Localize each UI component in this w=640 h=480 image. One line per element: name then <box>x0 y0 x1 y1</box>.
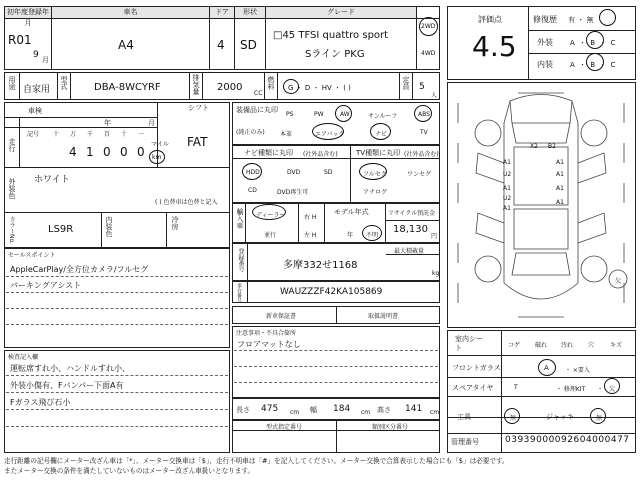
exterior-label: 外装 <box>537 38 553 47</box>
aw-circle <box>335 105 352 122</box>
dealer-circle <box>252 204 286 220</box>
width-value: 184 <box>333 404 351 414</box>
import-right: 右 H <box>304 214 317 221</box>
mark-missing: 欠 <box>615 278 622 285</box>
shape-label: 形状 <box>235 7 265 18</box>
navi-dvd-play: DVD再生可 <box>277 189 309 196</box>
recycle-label: リサイクル預託金 <box>388 210 436 217</box>
drive-2wd: 2WD <box>421 23 436 30</box>
mark-a1-1: A1 <box>503 159 511 166</box>
import-parallel: 並行 <box>264 232 277 239</box>
tv-analog: アナログ <box>363 189 388 196</box>
cc-unit: CC <box>254 90 263 97</box>
interior-grades: A ・ B ・ C <box>570 61 617 69</box>
exterior-circle <box>586 31 604 49</box>
navi-cd: CD <box>248 187 257 194</box>
displacement-label: 排気量 <box>192 74 200 95</box>
aircon-label: 冷房 <box>171 216 179 230</box>
model: A4 <box>118 38 134 52</box>
car-diagram-svg <box>448 83 635 327</box>
displacement: 2000 <box>217 82 243 93</box>
mileage-digit-1: 4 <box>69 145 77 159</box>
tv-sub: (社外品含む) <box>404 151 439 158</box>
control-value: 03939000092604000477 <box>505 435 630 445</box>
type-label: 型式 <box>60 76 68 90</box>
equip-leather: 本革 <box>280 131 293 138</box>
front-glass-a: A <box>544 364 549 372</box>
capacity-unit: 人 <box>431 92 438 99</box>
recycle-unit: 円 <box>431 233 438 240</box>
abs-circle <box>414 105 432 122</box>
mileage-digit-5: 0 <box>137 145 145 159</box>
seat-item-5: キズ <box>610 342 622 349</box>
length-unit: cm <box>290 409 300 416</box>
equipment-label: 装備品に丸印 <box>236 106 278 114</box>
navi-label: ナビ種類に丸印 <box>244 149 293 157</box>
selling-points-label: セールスポイント <box>8 252 56 259</box>
fullseg-circle <box>359 163 387 180</box>
doors-label: ドア <box>210 7 234 18</box>
mileage-head-6: 一 <box>138 131 145 138</box>
class-no-label: 類別区分番号 <box>372 424 409 431</box>
notes-label: 注意事項・不具合箇所 <box>236 330 297 337</box>
score-label: 評価点 <box>478 15 502 24</box>
model-year-unknown: 不明 <box>366 232 379 239</box>
mileage-head-5: 十 <box>121 131 128 138</box>
fuel: G ・ D ・ HV ・ ( ) <box>288 84 351 92</box>
mark-a1-6: A1 <box>556 199 564 206</box>
mark-b2: B2 <box>548 143 556 150</box>
navi-circle <box>370 123 391 140</box>
tools-circle <box>504 408 520 424</box>
navi-dvd: DVD <box>287 169 301 176</box>
front-glass-circle <box>538 359 556 376</box>
jack-value: 無 <box>596 415 603 422</box>
tv-oneseg: ワンセグ <box>407 171 432 178</box>
car-diagram <box>447 82 636 328</box>
repair-label: 修復歴 <box>533 15 557 24</box>
type-no-label: 型式指定番号 <box>266 424 303 431</box>
exterior-grades: A ・ B ・ C <box>570 39 617 47</box>
spare-circle <box>604 378 620 394</box>
usage: 自家用 <box>23 85 51 95</box>
mark-a1-5: A1 <box>556 185 564 192</box>
score-value: 4.5 <box>472 30 517 63</box>
spare-label: スペアタイヤ <box>452 384 494 392</box>
equip-ps: PS <box>286 111 294 118</box>
footer-line-1: 走行距離の記号欄にメーター改ざん車は「*」、メーター交換車は「$」、走行不明車は「#」を記入してください。メーター交換で合算表示した場合にも「$」は必要です。 <box>4 457 509 465</box>
grade-label: グレード <box>266 7 416 18</box>
capacity: 5 <box>419 82 425 92</box>
mark-u2-2: U2 <box>503 195 512 202</box>
reg-year: R01 <box>8 33 32 47</box>
tv-fullseg: フルセグ <box>363 171 387 178</box>
width-label: 幅 <box>310 406 317 414</box>
seat-item-4: 穴 <box>588 342 595 349</box>
import-dealer: ディーラー <box>256 212 286 219</box>
drive-4wd: 4WD <box>421 50 436 57</box>
unknown-circle <box>362 225 382 241</box>
hdd-circle <box>242 163 262 180</box>
grade-line2: Sライン PKG <box>305 49 365 60</box>
seat-item-3: 汚れ <box>561 342 574 349</box>
model-label: 車名 <box>52 7 209 18</box>
vin-label: 車台番号 <box>236 283 242 303</box>
equip-pw: PW <box>314 111 324 118</box>
interior-color-label: 内装色 <box>105 216 113 237</box>
equip-abs: ABS <box>418 111 430 118</box>
manual-label: 取扱説明書 <box>368 313 399 320</box>
mileage-digit-2: 1 <box>86 145 94 159</box>
mark-u2-1: U2 <box>503 171 512 178</box>
navi-sd: SD <box>324 169 333 176</box>
interior-circle <box>586 53 604 71</box>
reg-month-unit: 月 <box>42 56 49 64</box>
navi-sub: (社外品含む) <box>303 151 338 158</box>
max-load-label: 最大積載量 <box>394 248 425 255</box>
km-circle <box>149 150 165 164</box>
doors: 4 <box>217 38 225 52</box>
plate-value: 多摩332せ1168 <box>283 260 358 271</box>
shift-value: FAT <box>187 135 208 149</box>
mileage-head-2: 万 <box>70 131 77 138</box>
spare-dot: ・ <box>597 386 604 393</box>
mark-x2: X2 <box>530 143 538 150</box>
inspector-line-3: Fガラス飛び石小 <box>10 398 71 407</box>
inspector-label: 検査記入欄 <box>8 354 39 361</box>
spare-missing: 欠 <box>609 386 616 393</box>
equip-aw: AW <box>340 111 350 118</box>
recycle-value: 18,130 <box>393 224 428 235</box>
shift-label: シフト <box>188 104 209 112</box>
import-left: 左 H <box>304 232 317 239</box>
tools-label: 工具 <box>457 413 471 421</box>
equip-airbag: エアバック <box>315 131 345 138</box>
length-value: 475 <box>261 404 279 414</box>
mark-a1-3: A1 <box>556 159 564 166</box>
control-label: 管理番号 <box>451 438 479 446</box>
reg-month: 9 <box>33 50 39 60</box>
selling-point-2: パーキングアシスト <box>10 281 82 290</box>
grade-line1: □45 TFSI quattro sport <box>273 30 389 41</box>
fuel-label: 燃料 <box>267 76 275 90</box>
inspection-month: 月 <box>148 119 155 127</box>
color-value: ホワイト <box>34 175 70 185</box>
equip-sunroof: サンルーフ <box>368 113 398 120</box>
navi-hdd: HDD <box>246 169 260 176</box>
mark-a1-4: A1 <box>556 171 564 178</box>
mileage-head-4: 百 <box>104 131 111 138</box>
height-label: 高さ <box>377 406 391 414</box>
capacity-label: 定員 <box>402 76 410 90</box>
selling-points-box <box>4 248 230 348</box>
mileage-label: 走行 <box>8 138 16 152</box>
vin-value: WAUZZZF42KA105869 <box>280 287 383 297</box>
mileage-head-3: 千 <box>87 131 94 138</box>
length-label: 長さ <box>236 406 250 414</box>
import-label: 輸入車 <box>236 208 244 229</box>
color-note: ( ) 色替車は色替と記入 <box>155 199 218 206</box>
plate-label: 登録番号 <box>237 248 244 272</box>
inspector-line-2: 外装小傷有、Fバンパー下面A有 <box>10 381 124 390</box>
type: DBA-8WCYRF <box>94 82 161 93</box>
mileage-head-0: 記号 <box>27 131 40 138</box>
mileage-head-1: 十 <box>53 131 60 138</box>
inspector-line-1: 運転席すれ小、ハンドルすれ小、 <box>10 364 130 373</box>
spare-t: T <box>514 384 518 391</box>
seat-item-1: コゲ <box>508 342 521 349</box>
inspection-year: 年 <box>104 119 111 127</box>
airbag-circle <box>312 123 344 140</box>
selling-point-1: AppleCarPlay/全方位カメラ/フルセグ <box>10 265 149 274</box>
mileage-unit-km: km <box>152 154 162 161</box>
equip-navi: ナビ <box>375 131 388 138</box>
notes-line-1: フロアマットなし <box>237 340 301 349</box>
height-unit: cm <box>430 409 440 416</box>
front-glass-label: フロントガラス <box>452 364 501 372</box>
usage-label: 用途 <box>8 76 16 90</box>
mileage-digit-3: 0 <box>103 145 111 159</box>
tools-value: 無 <box>510 415 517 422</box>
model-year-label: モデル年式 <box>334 208 369 216</box>
warranty-label: 新車保証書 <box>266 313 297 320</box>
model-year-year: 年 <box>347 232 354 239</box>
mileage-unit-mile: マイル <box>151 141 169 148</box>
reg-year-label: 初年度登録年月 <box>7 8 49 27</box>
mileage-digit-4: 0 <box>120 145 128 159</box>
mark-a1-7: A1 <box>503 205 511 212</box>
inspection-label: 車検 <box>28 107 42 115</box>
front-glass-replace: ・ ×要入 <box>565 367 590 374</box>
height-value: 141 <box>405 404 423 414</box>
shape: SD <box>240 38 257 52</box>
repair-options: 有 ・ 無 <box>568 16 594 24</box>
jack-label: ジャッキ <box>546 413 574 421</box>
interior-label: 内装 <box>537 60 553 69</box>
equip-tv: TV <box>420 129 428 136</box>
width-unit: cm <box>361 409 371 416</box>
color-no-label: カラーNo. <box>8 216 15 244</box>
color-no-value: LS9R <box>48 224 74 235</box>
seat-item-2: 破れ <box>535 342 548 349</box>
max-load-unit: kg <box>432 270 440 277</box>
jack-circle <box>590 408 606 424</box>
spare-kit: ・ 修理KIT <box>556 386 586 393</box>
equipment-sub: (純正のみ) <box>236 129 265 136</box>
color-label: 外装色 <box>8 178 16 199</box>
fuel-circle <box>283 79 299 94</box>
footer-line-2: またメーター交換の条件を満たしていないものはメーター改ざん車扱いとなります。 <box>4 467 255 475</box>
mark-a1-2: A1 <box>503 185 511 192</box>
tv-label: TV種類に丸印 <box>356 149 401 157</box>
repair-circle <box>599 9 616 26</box>
seat-label: 室内シート <box>455 335 483 352</box>
